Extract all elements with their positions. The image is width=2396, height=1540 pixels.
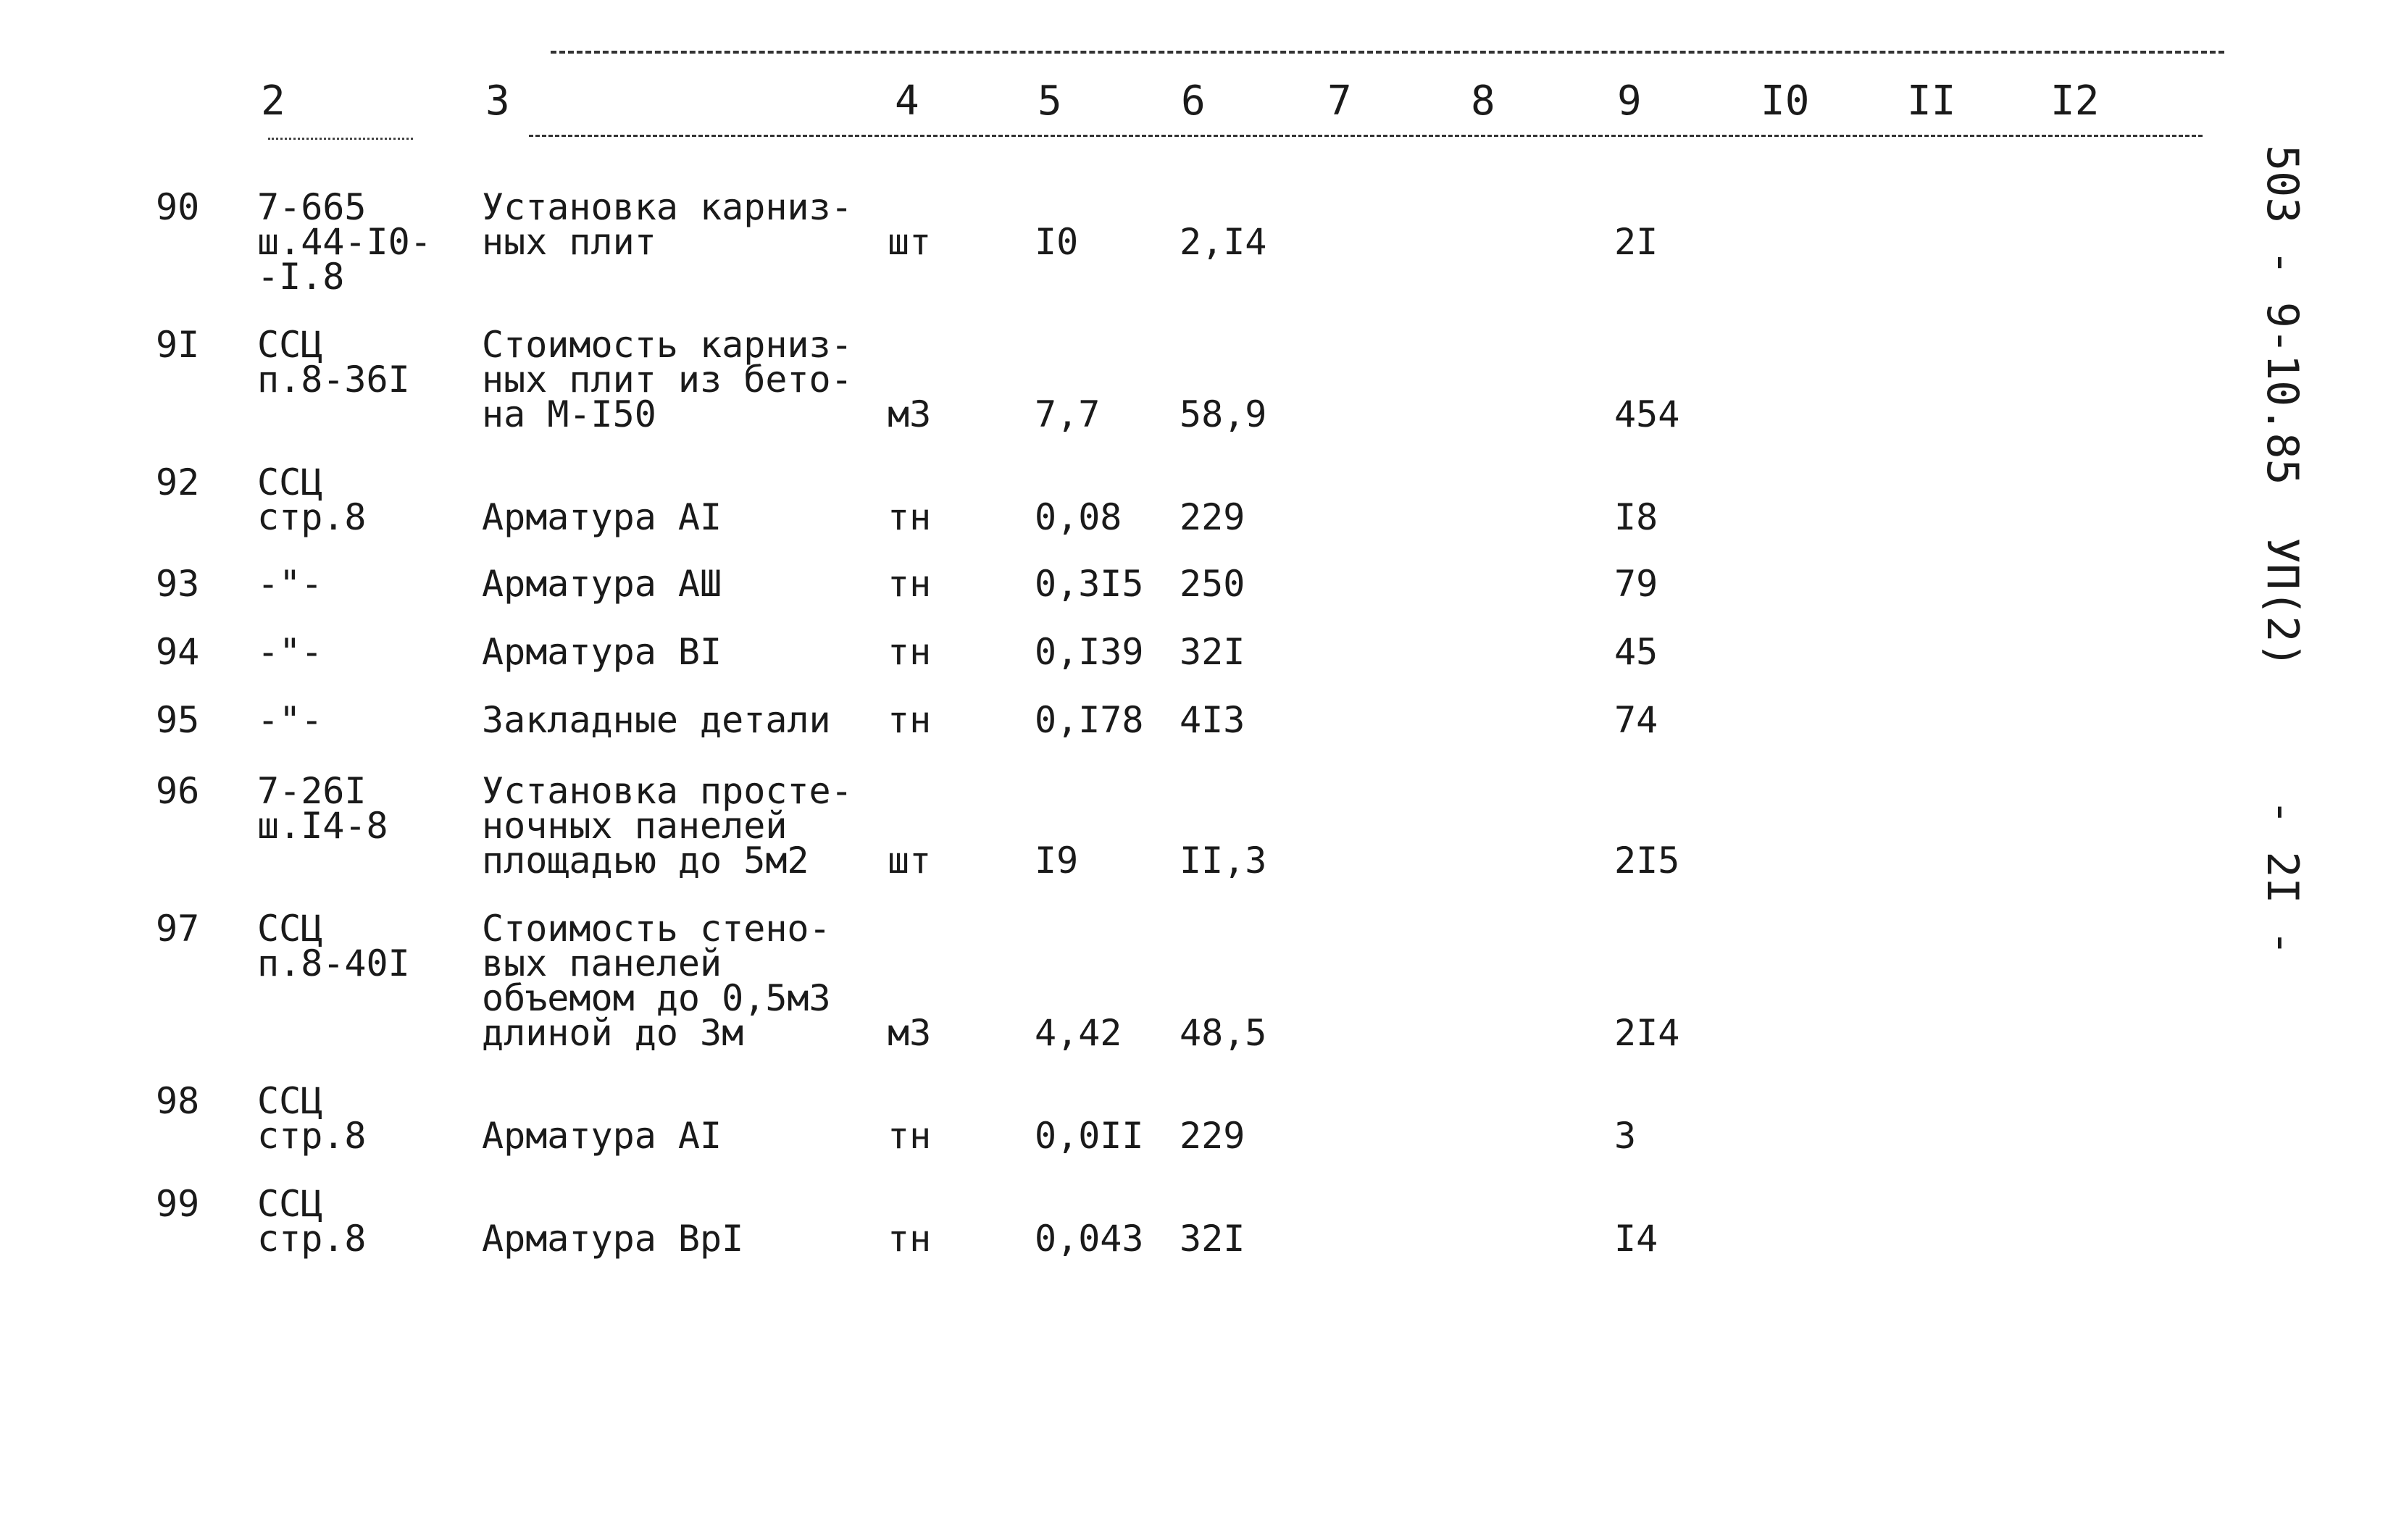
row-unit: тн bbox=[888, 1115, 932, 1157]
row-unit-price: 58,9 bbox=[1180, 393, 1267, 435]
row-description: Арматура BpI bbox=[482, 1218, 744, 1260]
row-unit-price: 48,5 bbox=[1180, 1012, 1267, 1054]
header-top-rule bbox=[551, 51, 2224, 54]
row-unit-price: 32I bbox=[1180, 631, 1245, 673]
row-quantity: 0,08 bbox=[1035, 496, 1122, 538]
row-unit: шт bbox=[888, 221, 932, 263]
row-description: Арматура AI bbox=[482, 1115, 722, 1157]
column-header-2: 2 bbox=[261, 78, 285, 125]
header-rule-fragment bbox=[268, 138, 413, 140]
column-header-6: 6 bbox=[1181, 78, 1206, 125]
row-unit-price: 32I bbox=[1180, 1218, 1245, 1260]
row-unit-price: 2,I4 bbox=[1180, 221, 1267, 263]
row-code: ССЦ стр.8 bbox=[257, 461, 367, 538]
row-quantity: 4,42 bbox=[1035, 1012, 1122, 1054]
row-number: 92 bbox=[156, 461, 200, 503]
row-quantity: 0,I78 bbox=[1035, 699, 1144, 741]
row-code: ССЦ п.8-40I bbox=[257, 908, 410, 984]
row-number: 90 bbox=[156, 186, 200, 228]
column-header-7: 7 bbox=[1327, 78, 1352, 125]
header-bottom-rule bbox=[529, 135, 2203, 137]
row-quantity: 0,I39 bbox=[1035, 631, 1144, 673]
row-unit-price: 229 bbox=[1180, 496, 1245, 538]
row-number: 98 bbox=[156, 1080, 200, 1122]
row-number: 97 bbox=[156, 908, 200, 950]
row-description: Закладные детали bbox=[482, 699, 831, 741]
row-quantity: 0,3I5 bbox=[1035, 563, 1144, 605]
row-number: 9I bbox=[156, 324, 200, 366]
row-description: Арматура AШ bbox=[482, 563, 722, 605]
row-total: 2I5 bbox=[1614, 840, 1680, 882]
column-header-3: 3 bbox=[485, 78, 510, 125]
column-header-8: 8 bbox=[1471, 78, 1495, 125]
row-total: 454 bbox=[1614, 393, 1680, 435]
row-code: 7-665 ш.44-I0- -I.8 bbox=[257, 186, 432, 298]
row-unit: м3 bbox=[888, 393, 932, 435]
side-stamp bbox=[2224, 145, 2311, 956]
row-number: 94 bbox=[156, 631, 200, 673]
row-unit-price: II,3 bbox=[1180, 840, 1267, 882]
row-number: 93 bbox=[156, 563, 200, 605]
row-total: 3 bbox=[1614, 1115, 1637, 1157]
row-code: -"- bbox=[257, 631, 323, 673]
row-total: I4 bbox=[1614, 1218, 1658, 1260]
row-total: 2I bbox=[1614, 221, 1658, 263]
column-header-10: I0 bbox=[1761, 78, 1810, 125]
row-code: -"- bbox=[257, 563, 323, 605]
row-unit: м3 bbox=[888, 1012, 932, 1054]
row-code: ССЦ п.8-36I bbox=[257, 324, 410, 401]
row-total: 45 bbox=[1614, 631, 1658, 673]
row-number: 95 bbox=[156, 699, 200, 741]
row-unit: тн bbox=[888, 1218, 932, 1260]
row-quantity: I0 bbox=[1035, 221, 1079, 263]
row-unit: шт bbox=[888, 840, 932, 882]
row-number: 96 bbox=[156, 770, 200, 812]
row-description: Установка просте- ночных панелей площадью до 5м2 bbox=[482, 770, 853, 882]
row-unit: тн bbox=[888, 496, 932, 538]
row-total: I8 bbox=[1614, 496, 1658, 538]
row-unit-price: 229 bbox=[1180, 1115, 1245, 1157]
row-unit-price: 250 bbox=[1180, 563, 1245, 605]
column-header-4: 4 bbox=[895, 78, 919, 125]
row-description: Арматура BI bbox=[482, 631, 722, 673]
row-quantity: 0,0II bbox=[1035, 1115, 1144, 1157]
row-quantity: 7,7 bbox=[1035, 393, 1101, 435]
row-code: -"- bbox=[257, 699, 323, 741]
row-code: 7-26I ш.I4-8 bbox=[257, 770, 388, 847]
row-unit: тн bbox=[888, 699, 932, 741]
column-header-9: 9 bbox=[1617, 78, 1642, 125]
row-unit-price: 4I3 bbox=[1180, 699, 1245, 741]
row-quantity: 0,043 bbox=[1035, 1218, 1144, 1260]
row-unit: тн bbox=[888, 563, 932, 605]
column-header-5: 5 bbox=[1038, 78, 1062, 125]
row-code: ССЦ стр.8 bbox=[257, 1183, 367, 1260]
row-total: 79 bbox=[1614, 563, 1658, 605]
row-description: Стоимость стено- вых панелей объемом до 0,5м3 длиной до 3м bbox=[482, 908, 831, 1054]
row-code: ССЦ стр.8 bbox=[257, 1080, 367, 1157]
document-code-and-page: 503 - 9-10.85 УП(2) - 2I - bbox=[2257, 145, 2308, 956]
column-header-12: I2 bbox=[2050, 78, 2100, 125]
row-unit: тн bbox=[888, 631, 932, 673]
row-number: 99 bbox=[156, 1183, 200, 1225]
row-total: 74 bbox=[1614, 699, 1658, 741]
row-description: Арматура AI bbox=[482, 496, 722, 538]
row-description: Установка карниз- ных плит bbox=[482, 186, 853, 263]
row-description: Стоимость карниз- ных плит из бето- на М-I50 bbox=[482, 324, 853, 435]
column-header-11: II bbox=[1907, 78, 1956, 125]
row-quantity: I9 bbox=[1035, 840, 1079, 882]
row-total: 2I4 bbox=[1614, 1012, 1680, 1054]
